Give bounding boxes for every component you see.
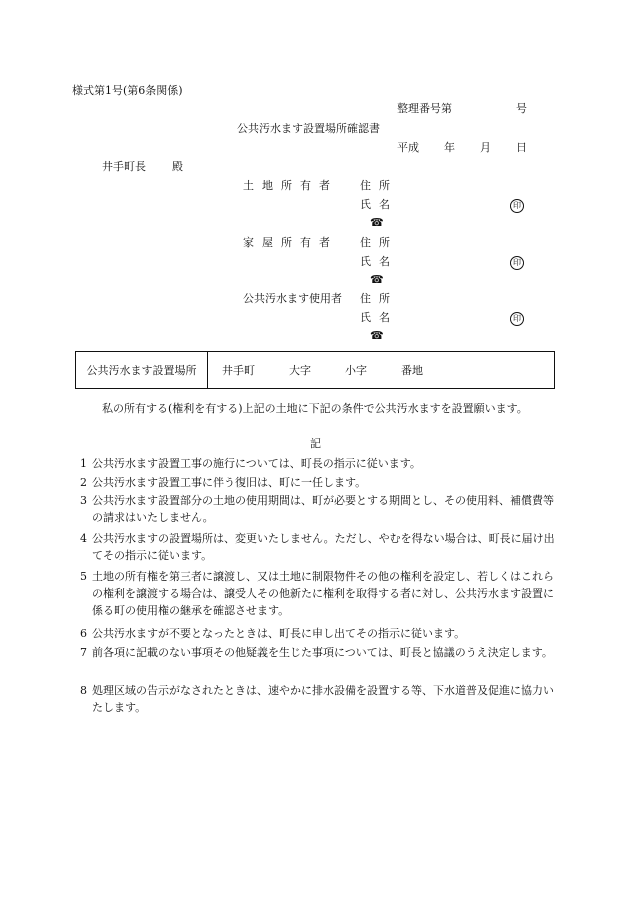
location-banchi: 番地	[401, 364, 423, 377]
list-item: 4 公共汚水ますの設置場所は、変更いたしません。ただし、やむを得ない場合は、町長に届け出てその指示に従います。	[80, 532, 555, 562]
list-item: 8 処理区域の告示がなされたときは、速やかに排水設備を設置する等、下水道普及促進に協力いたします。	[80, 684, 554, 714]
list-item: 2 公共汚水ます設置工事に伴う復旧は、町に一任します。	[80, 476, 367, 489]
list-item: 6 公共汚水ますが不要となったときは、町長に申し出てその指示に従います。	[80, 627, 466, 640]
addressee-honorific: 殿	[172, 160, 183, 173]
list-item: 3 公共汚水ます設置部分の土地の使用期間は、町が必要とする期間とし、その使用料、補償費等の請求はいたしません。	[80, 494, 554, 524]
party-address-label: 住所	[360, 292, 398, 305]
date-day: 日	[516, 141, 527, 154]
location-oaza: 大字	[289, 364, 311, 377]
seal-icon: 印	[510, 199, 524, 213]
party-name-label: 氏名	[360, 198, 398, 211]
location-table-body	[208, 352, 554, 388]
document-title: 公共汚水ます設置場所確認書	[237, 122, 380, 135]
ref-number-suffix: 号	[516, 102, 527, 115]
intro-paragraph: 私の所有する(権利を有する)上記の土地に下記の条件で公共汚水ますを設置願います。	[102, 402, 528, 415]
seal-mark	[510, 198, 524, 213]
party-name-label: 氏名	[360, 255, 398, 268]
seal-icon: 印	[510, 256, 524, 270]
telephone-icon: ☎	[370, 216, 384, 229]
telephone-icon: ☎	[370, 329, 384, 342]
date-month: 月	[480, 141, 491, 154]
location-table	[75, 351, 555, 389]
party-role-land-owner: 土地所有者	[243, 179, 338, 192]
addressee-name: 井手町長	[102, 160, 146, 173]
party-role-house-owner: 家屋所有者	[243, 236, 338, 249]
seal-icon: 印	[510, 312, 524, 326]
list-item: 1 公共汚水ます設置工事の施行については、町長の指示に従います。	[80, 457, 421, 470]
location-town: 井手町	[222, 364, 255, 377]
date-era: 平成	[397, 141, 419, 154]
ref-number-label: 整理番号第	[397, 102, 452, 115]
list-item: 7 前各項に記載のない事項その他疑義を生じた事項については、町長と協議のうえ決定します。	[80, 646, 553, 659]
list-item: 5 土地の所有権を第三者に譲渡し、又は土地に制限物件その他の権利を設定し、若しくはこれらの権利を譲渡する場合は、譲受人その他新たに権利を取得する者に対し、公共汚水ます設置に係る町の使用権の継承を確認させます。	[80, 570, 554, 617]
party-name-label: 氏名	[360, 311, 398, 324]
party-address-label: 住所	[360, 236, 398, 249]
ki-heading: 記	[310, 437, 321, 450]
seal-mark	[510, 311, 524, 326]
location-table-header: 公共汚水ます設置場所	[76, 352, 208, 388]
telephone-icon: ☎	[370, 273, 384, 286]
seal-mark	[510, 255, 524, 270]
party-address-label: 住所	[360, 179, 398, 192]
form-label: 様式第1号(第6条関係)	[72, 84, 183, 97]
location-koaza: 小字	[345, 364, 367, 377]
date-year: 年	[444, 141, 455, 154]
party-role-sewer-user: 公共汚水ます使用者	[243, 292, 342, 305]
